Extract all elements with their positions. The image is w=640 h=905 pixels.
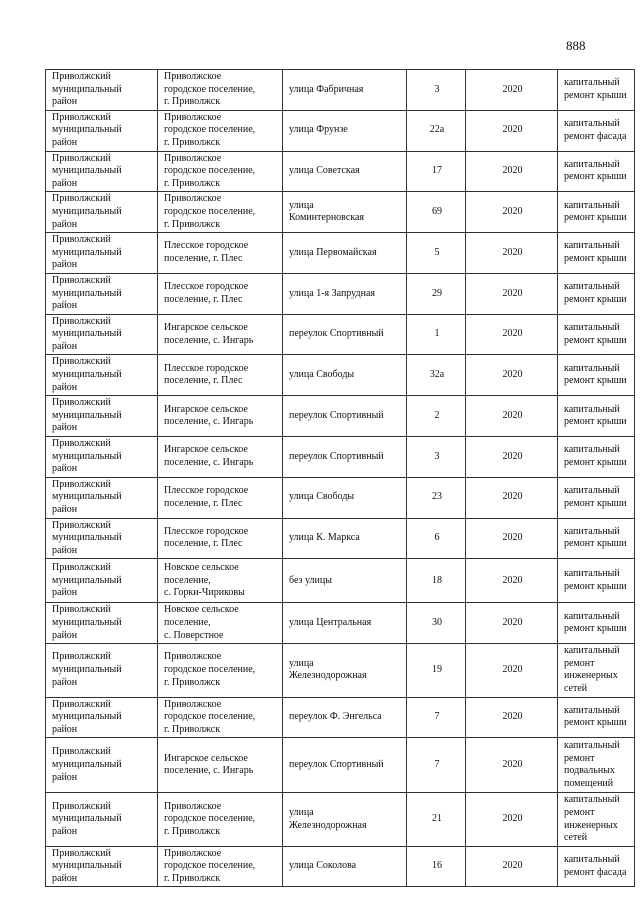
work-type-cell bbox=[558, 846, 635, 887]
house-number-cell-text: 23 bbox=[432, 491, 442, 503]
street-cell bbox=[283, 151, 407, 192]
work-type-cell bbox=[558, 644, 635, 697]
house-number-cell-text: 7 bbox=[434, 711, 440, 723]
district-cell-text: Приволжский муниципальный район bbox=[52, 152, 122, 189]
street-cell-text: переулок Спортивный bbox=[289, 759, 384, 771]
year-cell-text: 2020 bbox=[502, 664, 523, 676]
work-type-cell bbox=[558, 110, 635, 151]
year-cell bbox=[466, 355, 558, 396]
work-type-cell bbox=[558, 192, 635, 233]
year-cell bbox=[466, 738, 558, 793]
table-row bbox=[46, 314, 635, 355]
district-cell-text: Приволжский муниципальный район bbox=[52, 519, 122, 556]
work-type-cell-text: капитальный ремонт крыши bbox=[564, 281, 627, 305]
house-number-cell-text: 2 bbox=[434, 409, 440, 421]
house-number-cell bbox=[407, 151, 466, 192]
work-type-cell-text: капитальный ремонт инженерных сетей bbox=[564, 645, 620, 694]
settlement-cell-text: Приволжское городское поселение, г. Приволжск bbox=[164, 71, 256, 108]
work-type-cell bbox=[558, 437, 635, 478]
settlement-cell-text: Новское сельское поселение, с. Горки-Чириковы bbox=[164, 561, 245, 599]
street-cell-text: переулок Спортивный bbox=[289, 328, 384, 340]
table-row bbox=[46, 437, 635, 478]
house-number-cell-text: 17 bbox=[432, 165, 442, 177]
work-type-cell bbox=[558, 151, 635, 192]
settlement-cell-text: Плесское городское поселение, г. Плес bbox=[164, 281, 249, 305]
street-cell-text: улица Железнодорожная bbox=[289, 657, 367, 682]
year-cell bbox=[466, 151, 558, 192]
work-type-cell-text: капитальный ремонт крыши bbox=[564, 403, 627, 428]
year-cell-text: 2020 bbox=[502, 409, 523, 421]
settlement-cell-text: Приволжское городское поселение, г. Приволжск bbox=[164, 152, 256, 189]
street-cell-text: улица Фабричная bbox=[289, 83, 364, 95]
house-number-cell bbox=[407, 603, 466, 644]
house-number-cell-text: 21 bbox=[432, 813, 442, 825]
district-cell bbox=[46, 151, 158, 192]
year-cell-text: 2020 bbox=[502, 205, 523, 217]
settlement-cell-text: Плесское городское поселение, г. Плес bbox=[164, 240, 249, 265]
table-row bbox=[46, 233, 635, 274]
district-cell bbox=[46, 738, 158, 793]
district-cell bbox=[46, 396, 158, 437]
street-cell-text: улица 1-я Запрудная bbox=[289, 287, 376, 299]
settlement-cell-text: Приволжское городское поселение, г. Приволжск bbox=[164, 193, 256, 230]
year-cell bbox=[466, 396, 558, 437]
year-cell-text: 2020 bbox=[502, 165, 523, 177]
district-cell-text: Приволжский муниципальный район bbox=[52, 397, 122, 434]
year-cell bbox=[466, 110, 558, 151]
district-cell bbox=[46, 192, 158, 233]
settlement-cell bbox=[158, 437, 283, 478]
street-cell-text: переулок Ф. Энгельса bbox=[289, 711, 382, 723]
settlement-cell bbox=[158, 559, 283, 603]
settlement-cell-text: Ингарское сельское поселение, с. Ингарь bbox=[164, 752, 254, 777]
table-body bbox=[46, 70, 635, 887]
settlement-cell bbox=[158, 110, 283, 151]
district-cell bbox=[46, 233, 158, 274]
table-row bbox=[46, 846, 635, 887]
street-cell-text: улица Советская bbox=[289, 165, 360, 177]
street-cell-text: переулок Спортивный bbox=[289, 409, 384, 421]
street-cell-text: улица Соколова bbox=[289, 860, 357, 872]
street-cell-text: улица Железнодорожная bbox=[289, 806, 367, 831]
district-cell bbox=[46, 314, 158, 355]
house-number-cell bbox=[407, 355, 466, 396]
work-type-cell-text: капитальный ремонт крыши bbox=[564, 568, 627, 592]
table-row bbox=[46, 697, 635, 738]
district-cell bbox=[46, 70, 158, 111]
district-cell bbox=[46, 355, 158, 396]
settlement-cell-text: Новское сельское поселение, с. Поверстное bbox=[164, 604, 239, 641]
settlement-cell bbox=[158, 697, 283, 738]
year-cell bbox=[466, 846, 558, 887]
year-cell bbox=[466, 70, 558, 111]
street-cell bbox=[283, 70, 407, 111]
settlement-cell bbox=[158, 233, 283, 274]
year-cell bbox=[466, 437, 558, 478]
settlement-cell bbox=[158, 846, 283, 887]
year-cell-text: 2020 bbox=[502, 369, 523, 381]
house-number-cell bbox=[407, 396, 466, 437]
work-type-cell-text: капитальный ремонт крыши bbox=[564, 240, 627, 265]
district-cell bbox=[46, 110, 158, 151]
street-cell bbox=[283, 846, 407, 887]
work-type-cell bbox=[558, 559, 635, 603]
district-cell-text: Приволжский муниципальный район bbox=[52, 193, 122, 230]
district-cell-text: Приволжский муниципальный район bbox=[52, 274, 122, 312]
table-row bbox=[46, 273, 635, 314]
year-cell-text: 2020 bbox=[502, 491, 523, 503]
district-cell-text: Приволжский муниципальный район bbox=[52, 356, 122, 393]
district-cell bbox=[46, 437, 158, 478]
work-type-cell-text: капитальный ремонт крыши bbox=[564, 321, 627, 346]
house-number-cell-text: 5 bbox=[434, 246, 440, 258]
district-cell-text: Приволжский муниципальный район bbox=[52, 315, 122, 352]
work-type-cell-text: капитальный ремонт крыши bbox=[564, 704, 627, 729]
settlement-cell-text: Приволжское городское поселение, г. Приволжск bbox=[164, 800, 256, 837]
work-type-cell bbox=[558, 738, 635, 793]
street-cell bbox=[283, 437, 407, 478]
settlement-cell bbox=[158, 70, 283, 111]
house-number-cell bbox=[407, 314, 466, 355]
house-number-cell-text: 3 bbox=[434, 450, 440, 462]
house-number-cell-text: 7 bbox=[434, 759, 440, 771]
table-row bbox=[46, 644, 635, 697]
settlement-cell-text: Приволжское городское поселение, г. Приволжск bbox=[164, 698, 256, 735]
table-row bbox=[46, 151, 635, 192]
settlement-cell-text: Плесское городское поселение, г. Плес bbox=[164, 362, 249, 387]
district-cell-text: Приволжский муниципальный район bbox=[52, 651, 122, 688]
district-cell bbox=[46, 697, 158, 738]
work-type-cell bbox=[558, 233, 635, 274]
work-type-cell bbox=[558, 518, 635, 559]
year-cell-text: 2020 bbox=[502, 83, 523, 95]
year-cell bbox=[466, 793, 558, 846]
settlement-cell bbox=[158, 644, 283, 697]
year-cell-text: 2020 bbox=[502, 574, 523, 586]
street-cell-text: улица Свободы bbox=[289, 491, 355, 503]
work-type-cell bbox=[558, 477, 635, 518]
settlement-cell bbox=[158, 151, 283, 192]
work-type-cell bbox=[558, 70, 635, 111]
house-number-cell-text: 29 bbox=[432, 287, 442, 299]
street-cell bbox=[283, 273, 407, 314]
settlement-cell bbox=[158, 192, 283, 233]
work-type-cell-text: капитальный ремонт подвальных помещений bbox=[564, 740, 620, 789]
street-cell bbox=[283, 477, 407, 518]
settlement-cell bbox=[158, 355, 283, 396]
house-number-cell-text: 6 bbox=[434, 532, 440, 544]
house-number-cell-text: 19 bbox=[432, 664, 442, 676]
district-cell-text: Приволжский муниципальный район bbox=[52, 438, 122, 475]
table-row bbox=[46, 477, 635, 518]
work-type-cell-text: капитальный ремонт инженерных сетей bbox=[564, 794, 620, 844]
table-row bbox=[46, 192, 635, 233]
year-cell bbox=[466, 477, 558, 518]
year-cell bbox=[466, 314, 558, 355]
house-number-cell bbox=[407, 846, 466, 887]
district-cell bbox=[46, 644, 158, 697]
house-number-cell bbox=[407, 233, 466, 274]
table-row bbox=[46, 738, 635, 793]
work-type-cell-text: капитальный ремонт крыши bbox=[564, 444, 627, 468]
district-cell-text: Приволжский муниципальный район bbox=[52, 478, 122, 515]
street-cell-text: улица Центральная bbox=[289, 616, 372, 628]
year-cell-text: 2020 bbox=[502, 759, 523, 771]
street-cell-text: улица Первомайская bbox=[289, 246, 377, 258]
table-row bbox=[46, 793, 635, 846]
table-row bbox=[46, 70, 635, 111]
house-number-cell bbox=[407, 192, 466, 233]
repair-schedule-table bbox=[45, 69, 635, 887]
work-type-cell-text: капитальный ремонт фасада bbox=[564, 118, 627, 142]
year-cell-text: 2020 bbox=[502, 450, 523, 462]
street-cell bbox=[283, 233, 407, 274]
table-row bbox=[46, 110, 635, 151]
house-number-cell bbox=[407, 738, 466, 793]
work-type-cell-text: капитальный ремонт фасада bbox=[564, 853, 627, 878]
year-cell-text: 2020 bbox=[502, 287, 523, 299]
settlement-cell bbox=[158, 738, 283, 793]
district-cell bbox=[46, 559, 158, 603]
house-number-cell-text: 1 bbox=[434, 328, 440, 340]
district-cell bbox=[46, 846, 158, 887]
street-cell-text: переулок Спортивный bbox=[289, 450, 384, 462]
house-number-cell-text: 18 bbox=[432, 574, 442, 586]
district-cell-text: Приволжский муниципальный район bbox=[52, 111, 122, 148]
house-number-cell-text: 32а bbox=[429, 369, 445, 381]
year-cell-text: 2020 bbox=[502, 813, 523, 825]
year-cell bbox=[466, 559, 558, 603]
year-cell bbox=[466, 697, 558, 738]
street-cell bbox=[283, 518, 407, 559]
work-type-cell-text: капитальный ремонт крыши bbox=[564, 77, 627, 101]
house-number-cell bbox=[407, 644, 466, 697]
settlement-cell bbox=[158, 793, 283, 846]
street-cell-text: улица Фрунзе bbox=[289, 124, 348, 136]
house-number-cell-text: 3 bbox=[434, 83, 440, 95]
house-number-cell-text: 30 bbox=[432, 616, 442, 628]
work-type-cell bbox=[558, 396, 635, 437]
street-cell-text: улица Коминтерновская bbox=[289, 199, 365, 224]
street-cell bbox=[283, 644, 407, 697]
year-cell-text: 2020 bbox=[502, 616, 523, 628]
year-cell bbox=[466, 644, 558, 697]
work-type-cell bbox=[558, 603, 635, 644]
table-row bbox=[46, 355, 635, 396]
work-type-cell-text: капитальный ремонт крыши bbox=[564, 199, 627, 224]
work-type-cell-text: капитальный ремонт крыши bbox=[564, 525, 627, 550]
street-cell bbox=[283, 396, 407, 437]
year-cell bbox=[466, 603, 558, 644]
year-cell bbox=[466, 518, 558, 559]
district-cell-text: Приволжский муниципальный район bbox=[52, 604, 122, 641]
settlement-cell bbox=[158, 603, 283, 644]
street-cell bbox=[283, 697, 407, 738]
street-cell bbox=[283, 192, 407, 233]
table-row bbox=[46, 559, 635, 603]
house-number-cell bbox=[407, 518, 466, 559]
house-number-cell bbox=[407, 437, 466, 478]
settlement-cell bbox=[158, 273, 283, 314]
work-type-cell bbox=[558, 697, 635, 738]
street-cell-text: улица Свободы bbox=[289, 369, 355, 381]
street-cell bbox=[283, 110, 407, 151]
house-number-cell bbox=[407, 110, 466, 151]
house-number-cell bbox=[407, 793, 466, 846]
year-cell-text: 2020 bbox=[502, 328, 523, 340]
settlement-cell-text: Ингарское сельское поселение, с. Ингарь bbox=[164, 444, 254, 468]
district-cell bbox=[46, 477, 158, 518]
work-type-cell-text: капитальный ремонт крыши bbox=[564, 485, 627, 509]
district-cell-text: Приволжский муниципальный район bbox=[52, 746, 122, 783]
year-cell-text: 2020 bbox=[502, 711, 523, 723]
settlement-cell bbox=[158, 518, 283, 559]
work-type-cell-text: капитальный ремонт крыши bbox=[564, 158, 627, 183]
house-number-cell-text: 22а bbox=[429, 124, 445, 136]
settlement-cell-text: Плесское городское поселение, г. Плес bbox=[164, 485, 249, 509]
street-cell bbox=[283, 559, 407, 603]
year-cell-text: 2020 bbox=[502, 124, 523, 136]
settlement-cell-text: Приволжское городское поселение, г. Приволжск bbox=[164, 651, 256, 688]
settlement-cell-text: Плесское городское поселение, г. Плес bbox=[164, 525, 249, 550]
table-row bbox=[46, 603, 635, 644]
settlement-cell-text: Ингарское сельское поселение, с. Ингарь bbox=[164, 321, 254, 346]
district-cell-text: Приволжский муниципальный район bbox=[52, 561, 122, 599]
work-type-cell-text: капитальный ремонт крыши bbox=[564, 362, 627, 387]
house-number-cell bbox=[407, 559, 466, 603]
street-cell bbox=[283, 793, 407, 846]
table-row bbox=[46, 518, 635, 559]
district-cell bbox=[46, 273, 158, 314]
district-cell-text: Приволжский муниципальный район bbox=[52, 698, 122, 735]
district-cell-text: Приволжский муниципальный район bbox=[52, 234, 122, 271]
year-cell bbox=[466, 273, 558, 314]
district-cell-text: Приволжский муниципальный район bbox=[52, 847, 122, 884]
district-cell bbox=[46, 518, 158, 559]
work-type-cell bbox=[558, 273, 635, 314]
house-number-cell bbox=[407, 70, 466, 111]
settlement-cell-text: Ингарское сельское поселение, с. Ингарь bbox=[164, 403, 254, 428]
settlement-cell-text: Приволжское городское поселение, г. Приволжск bbox=[164, 111, 256, 148]
street-cell bbox=[283, 603, 407, 644]
settlement-cell bbox=[158, 314, 283, 355]
street-cell bbox=[283, 355, 407, 396]
district-cell-text: Приволжский муниципальный район bbox=[52, 800, 122, 837]
year-cell bbox=[466, 233, 558, 274]
settlement-cell bbox=[158, 396, 283, 437]
house-number-cell bbox=[407, 477, 466, 518]
house-number-cell bbox=[407, 273, 466, 314]
work-type-cell bbox=[558, 314, 635, 355]
street-cell-text: улица К. Маркса bbox=[289, 532, 360, 544]
district-cell bbox=[46, 603, 158, 644]
street-cell bbox=[283, 314, 407, 355]
work-type-cell bbox=[558, 355, 635, 396]
settlement-cell-text: Приволжское городское поселение, г. Приволжск bbox=[164, 847, 256, 884]
house-number-cell bbox=[407, 697, 466, 738]
district-cell bbox=[46, 793, 158, 846]
street-cell bbox=[283, 738, 407, 793]
table-row bbox=[46, 396, 635, 437]
settlement-cell bbox=[158, 477, 283, 518]
house-number-cell-text: 69 bbox=[432, 205, 442, 217]
work-type-cell bbox=[558, 793, 635, 846]
street-cell-text: без улицы bbox=[289, 574, 332, 586]
house-number-cell-text: 16 bbox=[432, 860, 442, 872]
district-cell-text: Приволжский муниципальный район bbox=[52, 71, 122, 108]
year-cell-text: 2020 bbox=[502, 860, 523, 872]
page-number: 888 bbox=[566, 38, 586, 53]
year-cell-text: 2020 bbox=[502, 246, 523, 258]
year-cell bbox=[466, 192, 558, 233]
year-cell-text: 2020 bbox=[502, 532, 523, 544]
work-type-cell-text: капитальный ремонт крыши bbox=[564, 610, 627, 635]
